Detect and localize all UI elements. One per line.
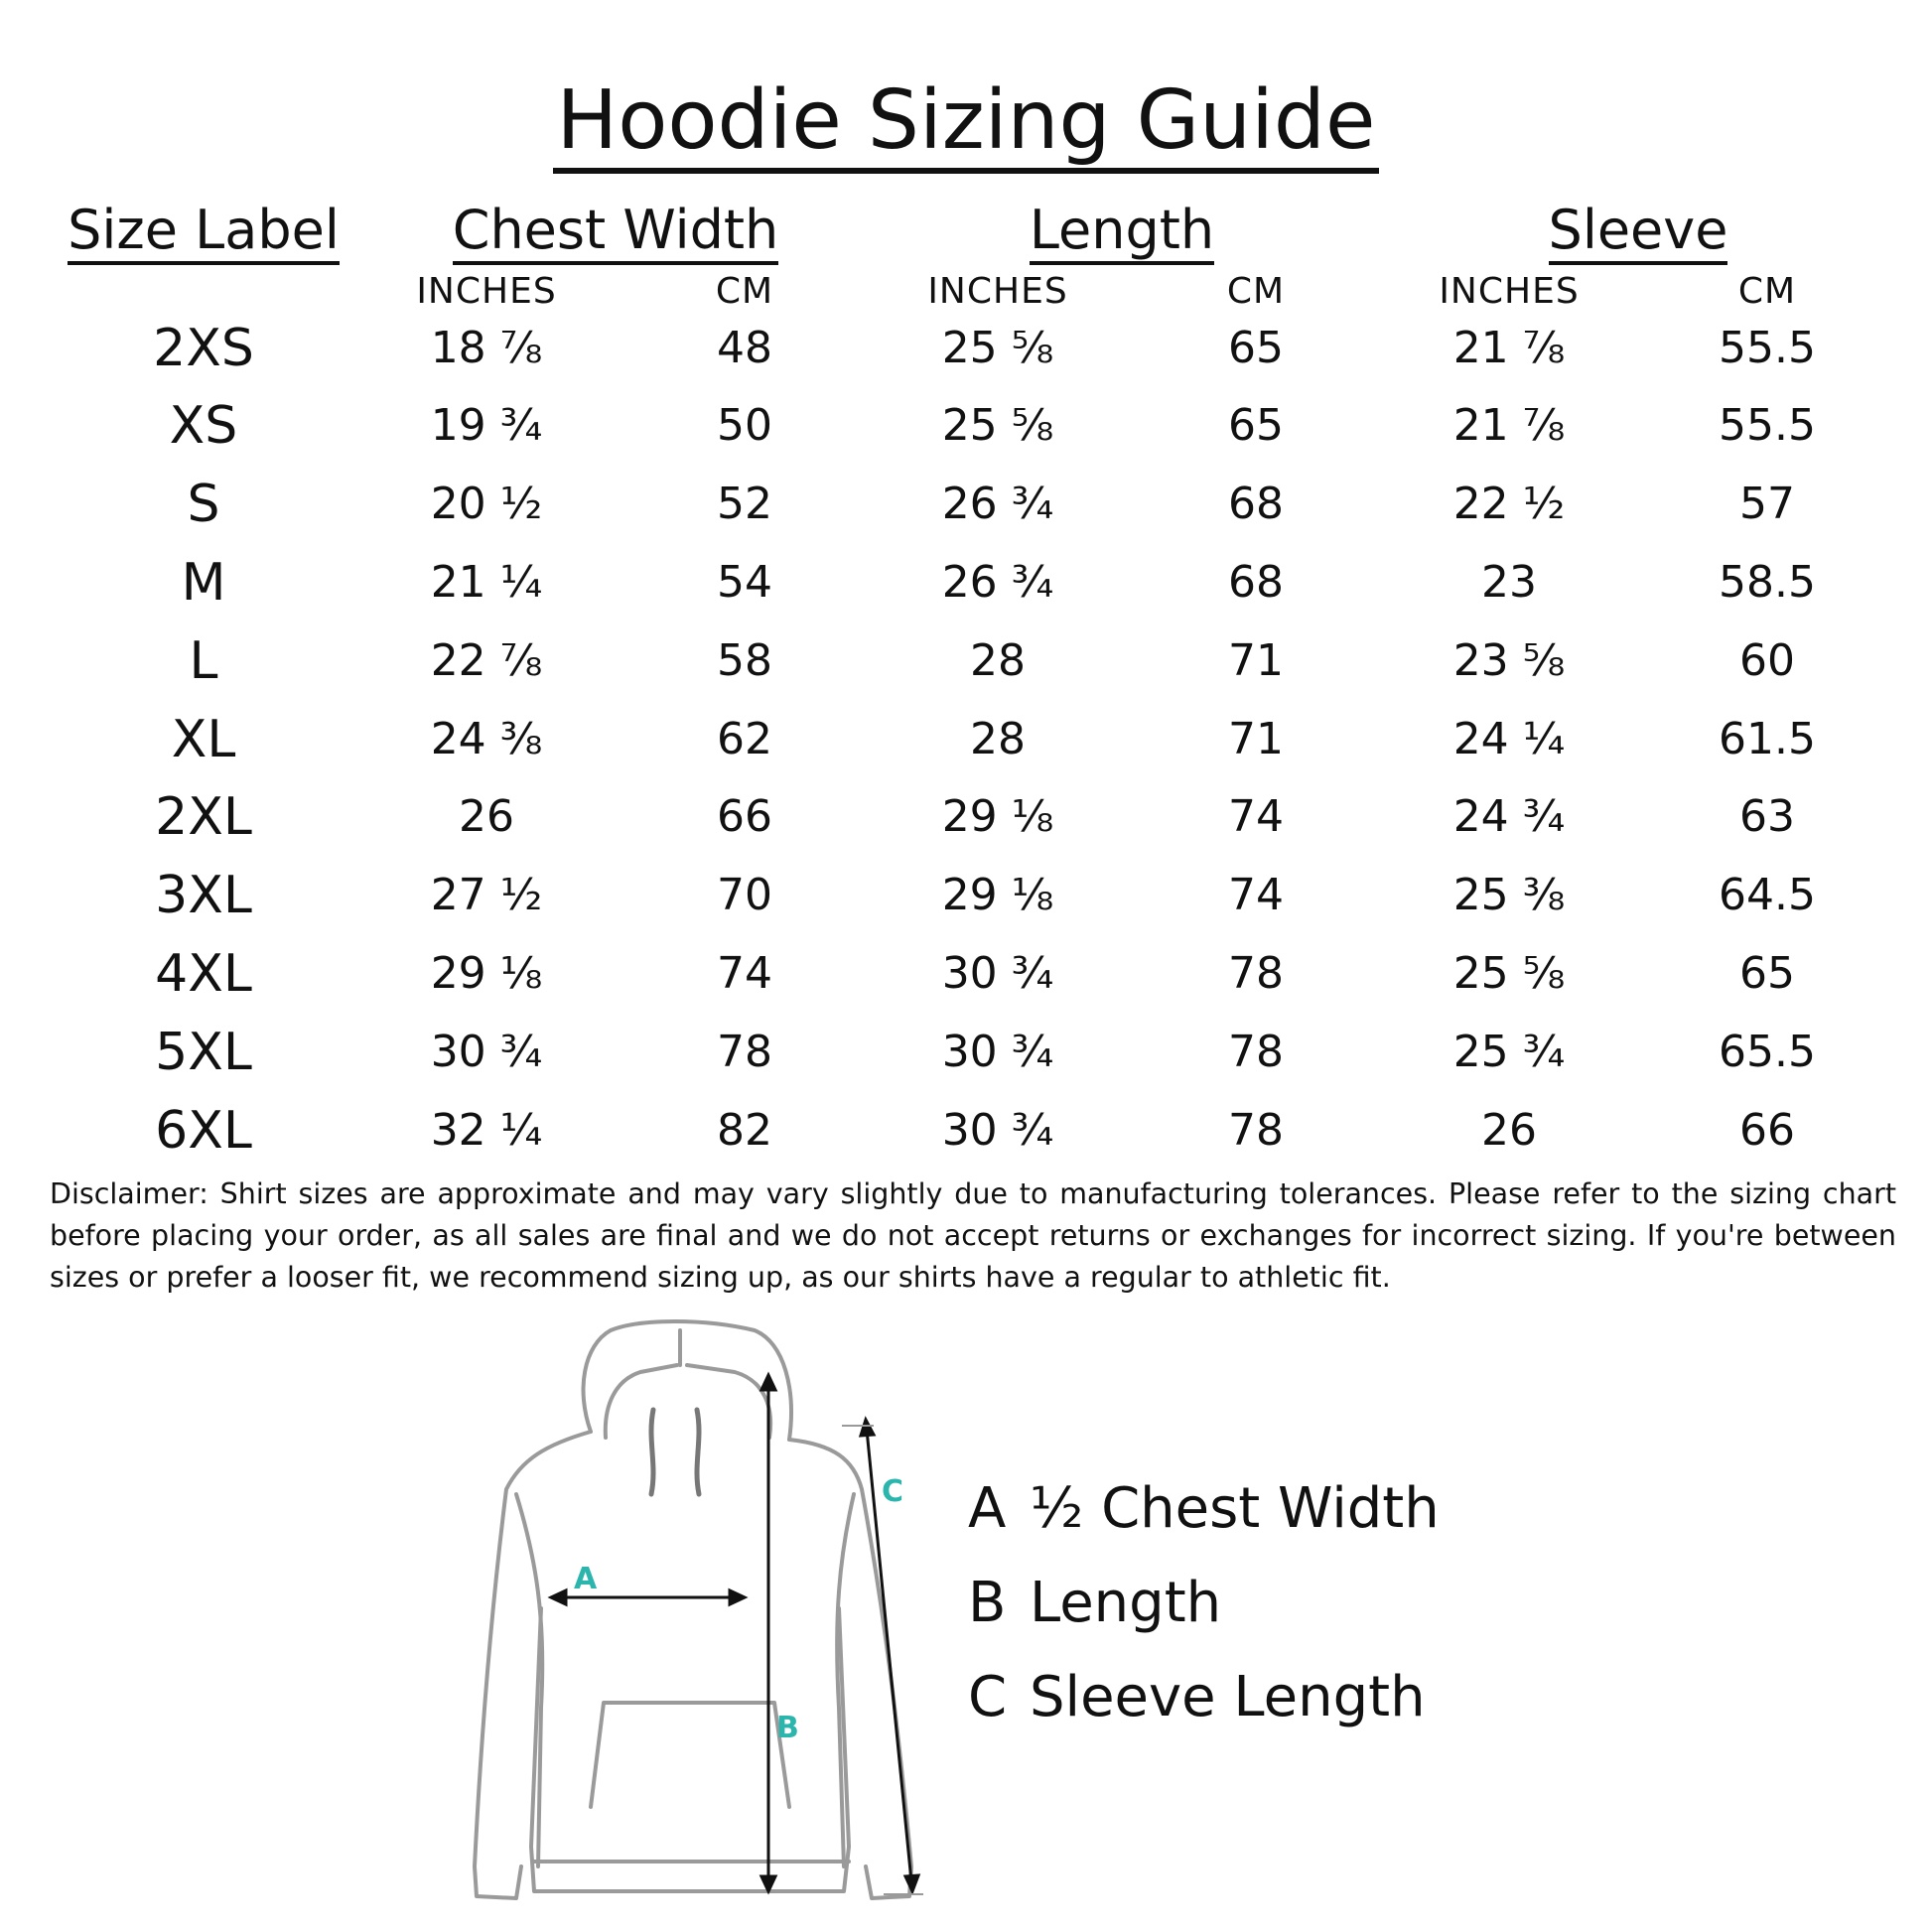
page-title: Hoodie Sizing Guide (0, 71, 1932, 171)
chest-cm-cell: 48 (717, 323, 772, 373)
label-c: C (882, 1474, 904, 1509)
size-cell: 6XL (155, 1101, 252, 1161)
sleeve-inches-cell: 24 ¼ (1452, 714, 1566, 764)
chest-cm-cell: 74 (717, 948, 772, 999)
legend-key: B (968, 1571, 1007, 1635)
sleeve-cm-cell: 65.5 (1719, 1027, 1816, 1077)
sleeve-inches-cell: 25 ⅜ (1452, 870, 1566, 920)
table-row (0, 387, 1932, 465)
length-cm-cell: 68 (1228, 557, 1284, 608)
header-size-label: Size Label (50, 199, 357, 262)
chest-inches-cell: 32 ¼ (430, 1105, 543, 1156)
chest-cm-cell: 52 (717, 479, 772, 529)
sleeve-cm-cell: 58.5 (1719, 557, 1816, 608)
table-row (0, 1092, 1932, 1170)
chest-inches-cell: 22 ⅞ (430, 635, 543, 686)
length-inches-cell: 30 ¾ (941, 1105, 1054, 1156)
chest-cm-cell: 62 (717, 714, 772, 764)
sleeve-inches-unit: INCHES (1439, 271, 1580, 312)
chest-cm-cell: 54 (717, 557, 772, 608)
sleeve-cm-cell: 55.5 (1719, 400, 1816, 451)
sleeve-inches-cell: 23 ⅝ (1452, 635, 1566, 686)
table-row (0, 544, 1932, 621)
sleeve-inches-cell: 24 ¾ (1452, 791, 1566, 842)
drawstrings (651, 1410, 699, 1494)
length-cm-cell: 71 (1228, 714, 1284, 764)
legend-text: Length (1030, 1571, 1222, 1635)
disclaimer-text: Disclaimer: Shirt sizes are approximate and may vary slightly due to manufacturing tolerances. Please refer to the sizing chart before placing your order, as all sales are final and we do not accept returns or exchanges for incorrect sizing. If you're between sizes or prefer a looser fit, we recommend sizing up, as our shirts have a regular to athletic fit. (50, 1177, 1896, 1294)
length-inches-cell: 25 ⅝ (941, 400, 1054, 451)
size-cell: L (189, 631, 218, 691)
legend-text: Sleeve Length (1030, 1665, 1426, 1729)
chest-inches-cell: 30 ¾ (430, 1027, 543, 1077)
sleeve-inches-cell: 26 (1481, 1105, 1537, 1156)
legend-text: ½ Chest Width (1030, 1476, 1440, 1541)
size-cell: 3XL (155, 866, 252, 925)
size-cell: 4XL (155, 944, 252, 1004)
length-inches-cell: 26 ¾ (941, 557, 1054, 608)
legend-key: A (968, 1476, 1007, 1541)
header-length: Length (993, 199, 1251, 262)
length-cm-cell: 78 (1228, 1027, 1284, 1077)
chest-inches-cell: 21 ¼ (430, 557, 543, 608)
sleeve-cm-unit: CM (1737, 271, 1797, 312)
length-cm-cell: 65 (1228, 323, 1284, 373)
length-inches-cell: 28 (970, 714, 1026, 764)
header-chest-width: Chest Width (437, 199, 794, 262)
size-cell: M (181, 553, 226, 613)
length-cm-cell: 78 (1228, 1105, 1284, 1156)
table-row (0, 310, 1932, 387)
size-cell: XS (169, 396, 238, 456)
size-cell: XL (171, 710, 236, 769)
table-row (0, 1014, 1932, 1091)
chest-inches-cell: 18 ⅞ (430, 323, 543, 373)
chest-inches-cell: 29 ⅛ (430, 948, 543, 999)
chest-cm-cell: 50 (717, 400, 772, 451)
length-inches-cell: 29 ⅛ (941, 791, 1054, 842)
hoodie-diagram (427, 1311, 963, 1906)
legend-item-a (968, 1474, 1440, 1544)
label-a: A (574, 1562, 598, 1596)
sleeve-inches-cell: 21 ⅞ (1452, 400, 1566, 451)
chest-inches-cell: 27 ½ (430, 870, 543, 920)
chest-inches-cell: 20 ½ (430, 479, 543, 529)
label-b: B (776, 1711, 799, 1745)
length-inches-cell: 28 (970, 635, 1026, 686)
chest-inches-unit: INCHES (416, 271, 557, 312)
length-cm-cell: 74 (1228, 791, 1284, 842)
sleeve-cm-cell: 55.5 (1719, 323, 1816, 373)
table-row (0, 778, 1932, 856)
sleeve-cm-cell: 63 (1739, 791, 1795, 842)
length-inches-cell: 25 ⅝ (941, 323, 1054, 373)
length-inches-cell: 30 ¾ (941, 948, 1054, 999)
length-cm-cell: 71 (1228, 635, 1284, 686)
legend-item-b (968, 1569, 1221, 1638)
length-cm-cell: 78 (1228, 948, 1284, 999)
length-cm-cell: 65 (1228, 400, 1284, 451)
table-row (0, 622, 1932, 700)
chest-inches-cell: 19 ¾ (430, 400, 543, 451)
sleeve-inches-cell: 25 ⅝ (1452, 948, 1566, 999)
chest-cm-cell: 78 (717, 1027, 772, 1077)
sleeve-cm-cell: 65 (1739, 948, 1795, 999)
chest-inches-cell: 24 ⅜ (430, 714, 543, 764)
table-row (0, 857, 1932, 934)
chest-cm-cell: 70 (717, 870, 772, 920)
measurement-arrows (551, 1375, 918, 1891)
length-inches-cell: 30 ¾ (941, 1027, 1054, 1077)
sleeve-inches-cell: 21 ⅞ (1452, 323, 1566, 373)
size-cell: 2XS (153, 319, 254, 378)
length-inches-cell: 26 ¾ (941, 479, 1054, 529)
sleeve-cm-cell: 57 (1739, 479, 1795, 529)
table-row (0, 701, 1932, 778)
size-cell: S (187, 475, 220, 534)
table-row (0, 935, 1932, 1013)
sleeve-inches-cell: 22 ½ (1452, 479, 1566, 529)
size-cell: 5XL (155, 1023, 252, 1082)
size-cell: 2XL (155, 787, 252, 847)
length-cm-unit: CM (1226, 271, 1286, 312)
length-inches-unit: INCHES (927, 271, 1068, 312)
length-cm-cell: 68 (1228, 479, 1284, 529)
sleeve-cm-cell: 66 (1739, 1105, 1795, 1156)
sleeve-inches-cell: 23 (1481, 557, 1537, 608)
sleeve-cm-cell: 61.5 (1719, 714, 1816, 764)
hoodie-outline (475, 1321, 911, 1898)
chest-cm-cell: 66 (717, 791, 772, 842)
table-row (0, 466, 1932, 543)
legend-key: C (968, 1665, 1008, 1729)
length-cm-cell: 74 (1228, 870, 1284, 920)
sleeve-inches-cell: 25 ¾ (1452, 1027, 1566, 1077)
length-inches-cell: 29 ⅛ (941, 870, 1054, 920)
chest-inches-cell: 26 (459, 791, 514, 842)
chest-cm-unit: CM (715, 271, 774, 312)
chest-cm-cell: 82 (717, 1105, 772, 1156)
sleeve-cm-cell: 60 (1739, 635, 1795, 686)
header-sleeve: Sleeve (1509, 199, 1767, 262)
chest-cm-cell: 58 (717, 635, 772, 686)
legend-item-c (968, 1663, 1426, 1732)
sleeve-cm-cell: 64.5 (1719, 870, 1816, 920)
